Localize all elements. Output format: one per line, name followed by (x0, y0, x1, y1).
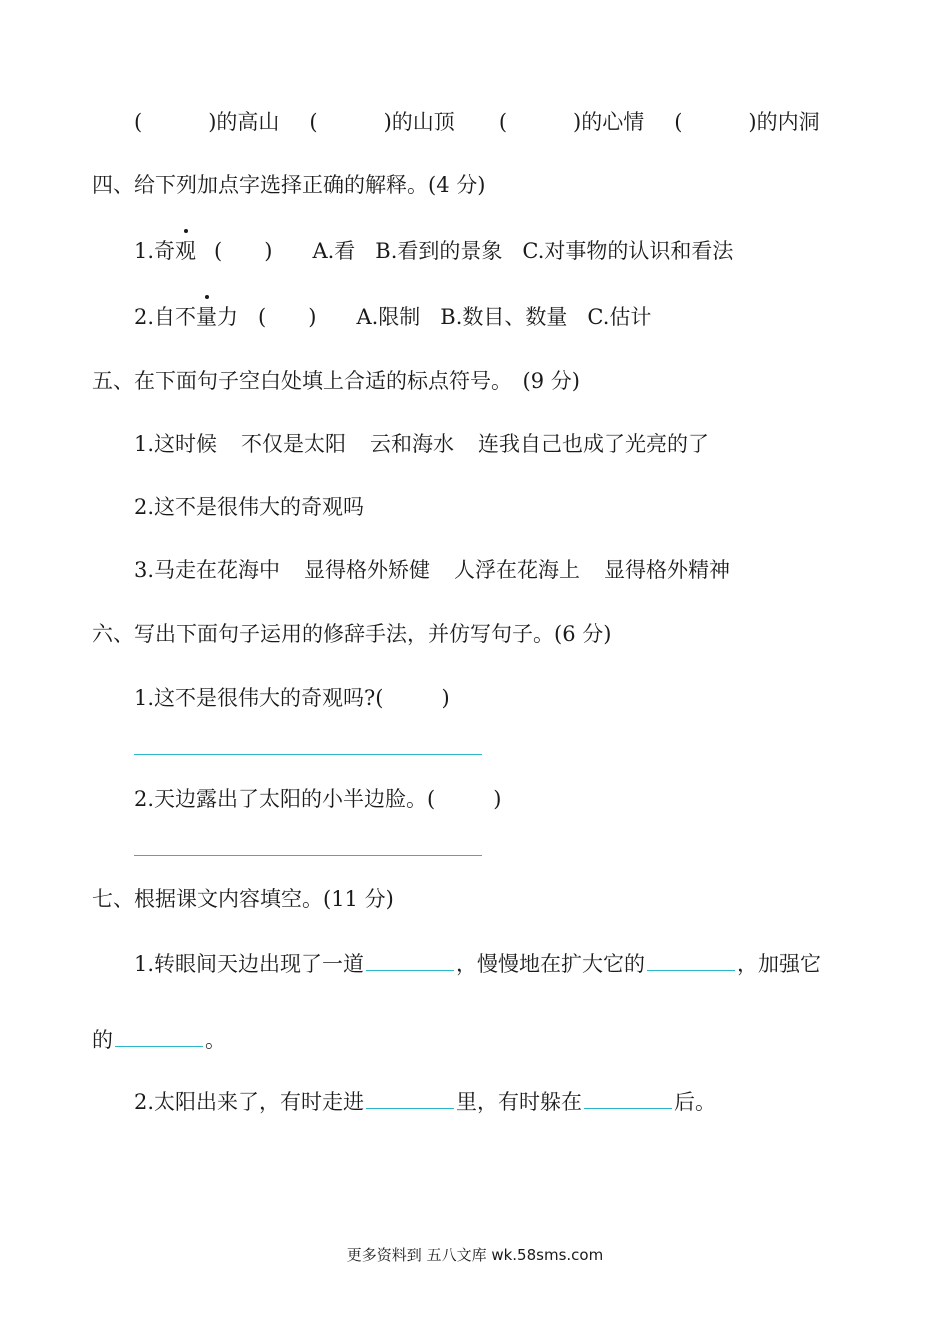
answer-line[interactable] (134, 855, 482, 856)
item-text: 1.奇 (134, 239, 176, 263)
option-a: A.看 (312, 239, 356, 263)
q5-sentence-3 (134, 556, 730, 584)
paren-open: ( (674, 110, 683, 134)
q7-sentence-2 (134, 1086, 716, 1116)
paren-open: ( (498, 110, 508, 134)
q4-item-2 (134, 303, 651, 331)
paren-close: ) (441, 686, 450, 710)
q7-sentence-1-cont (92, 1024, 226, 1054)
sentence-text: 后。 (674, 1090, 717, 1114)
sentence-text: ，加强它 (737, 952, 822, 976)
paren-open: ( (134, 110, 143, 134)
option-b: B.数目、数量 (440, 305, 568, 329)
dotted-char: 观 (175, 239, 197, 263)
sentence-part: 云和海水 (370, 432, 455, 456)
sentence-text: 1.这不是很伟大的奇观吗?( (134, 686, 384, 710)
paren-close: ) (493, 787, 502, 811)
q4-heading: 四、给下列加点字选择正确的解释。(4 分) (92, 173, 486, 197)
q5-sentence-1 (134, 430, 709, 458)
sentence-part: 显得格外精神 (604, 558, 731, 582)
sentence-text: ，慢慢地在扩大它的 (456, 952, 646, 976)
sentence-part: 3.马走在花海中 (134, 558, 281, 582)
q6-sentence-2 (134, 785, 501, 813)
sentence-text: 的 (92, 1028, 113, 1052)
q5-sentence-2: 2.这不是很伟大的奇观吗 (134, 495, 365, 519)
phrase-label: )的内洞 (748, 110, 820, 134)
fill-blank[interactable] (366, 948, 454, 971)
fill-blank[interactable] (366, 1086, 454, 1109)
option-b: B.看到的景象 (375, 239, 503, 263)
item-text: 2.自不 (134, 305, 197, 329)
option-c: C.对事物的认识和看法 (522, 239, 734, 263)
item-text: 力 (217, 305, 239, 329)
answer-line[interactable] (134, 754, 482, 755)
fill-blank[interactable] (647, 948, 735, 971)
phrase-label: )的山顶 (383, 110, 455, 134)
paren-open: ( (309, 110, 318, 134)
q6-heading: 六、写出下面句子运用的修辞手法，并仿写句子。(6 分) (92, 622, 612, 646)
phrase-label: )的心情 (573, 110, 645, 134)
sentence-part: 不仅是太阳 (241, 432, 347, 456)
q7-heading: 七、根据课文内容填空。(11 分) (92, 887, 394, 911)
sentence-text: 1.转眼间天边出现了一道 (134, 952, 365, 976)
sentence-text: 2.太阳出来了，有时走进 (134, 1090, 365, 1114)
sentence-text: 。 (205, 1028, 226, 1052)
footer-text: 更多资料到 五八文库 wk.58sms.com (346, 1246, 604, 1264)
fill-row-top (134, 108, 820, 136)
fill-blank[interactable] (584, 1086, 672, 1109)
q7-sentence-1 (134, 948, 821, 978)
sentence-text: 2.天边露出了太阳的小半边脸。( (134, 787, 436, 811)
option-c: C.估计 (587, 305, 652, 329)
option-a: A.限制 (356, 305, 421, 329)
sentence-part: 人浮在花海上 (454, 558, 581, 582)
phrase-label: )的高山 (208, 110, 280, 134)
q5-heading: 五、在下面句子空白处填上合适的标点符号。 (9 分) (92, 369, 580, 393)
sentence-text: 里，有时躲在 (456, 1090, 583, 1114)
q6-sentence-1 (134, 684, 450, 712)
answer-paren: ( ) (214, 239, 273, 263)
q4-item-1 (134, 237, 733, 265)
fill-blank[interactable] (115, 1024, 203, 1047)
dotted-char: 量 (196, 305, 218, 329)
answer-paren: ( ) (258, 305, 317, 329)
sentence-part: 连我自己也成了光亮的了 (478, 432, 710, 456)
sentence-part: 1.这时候 (134, 432, 218, 456)
sentence-part: 显得格外矫健 (304, 558, 431, 582)
